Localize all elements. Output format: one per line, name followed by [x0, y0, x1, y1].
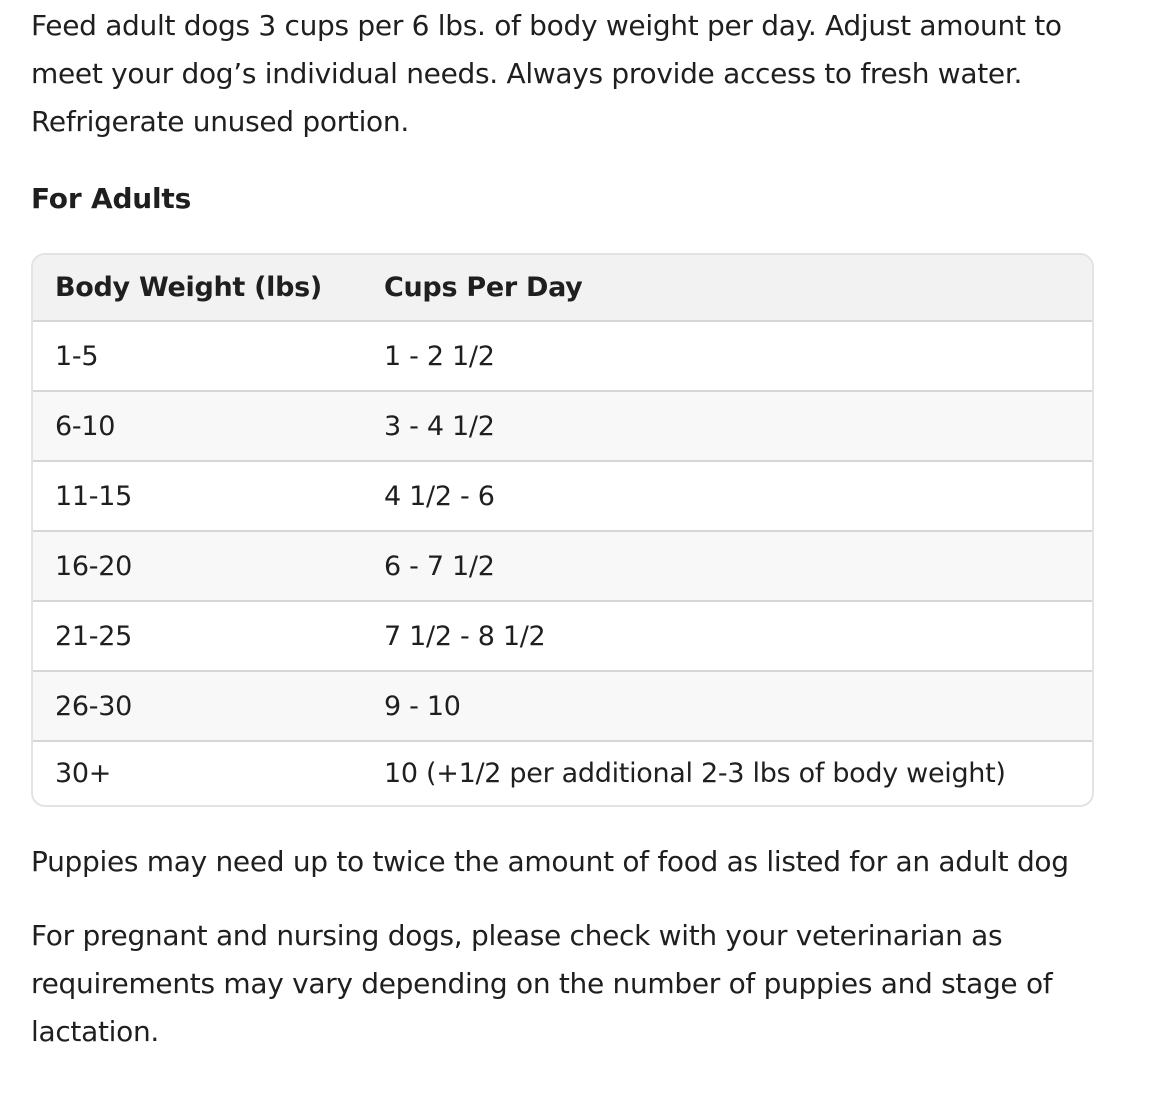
intro-paragraph: Feed adult dogs 3 cups per 6 lbs. of body weight per day. Adjust amount to meet your dog’s individual needs. Always provide access to fresh water. Refrigerate unused portion. [31, 9, 1062, 138]
cell-cups-per-day: 6 - 7 1/2 [362, 531, 1092, 601]
cell-body-weight: 1-5 [33, 321, 362, 391]
table-row [33, 531, 1092, 601]
cell-cups-per-day: 1 - 2 1/2 [362, 321, 1092, 391]
table-row [33, 461, 1092, 531]
cell-body-weight: 26-30 [33, 671, 362, 741]
cell-body-weight: 30+ [55, 758, 112, 789]
table-row [33, 671, 1092, 741]
cell-cups-per-day: 9 - 10 [362, 671, 1092, 741]
cell-cups-per-day: 10 (+1/2 per additional 2-3 lbs of body weight) [384, 758, 1006, 789]
table-row [33, 601, 1092, 671]
table-row [33, 321, 1092, 391]
cell-cups-per-day: 7 1/2 - 8 1/2 [362, 601, 1092, 671]
cell-body-weight: 11-15 [33, 461, 362, 531]
section-heading: For Adults [31, 182, 192, 215]
cell-cups-per-day: 3 - 4 1/2 [362, 391, 1092, 461]
feeding-guide [31, 0, 1094, 1056]
cell-body-weight: 6-10 [33, 391, 362, 461]
cell-cups-per-day: 4 1/2 - 6 [362, 461, 1092, 531]
table-body [33, 321, 1092, 805]
feeding-table [33, 255, 1092, 805]
table-row [33, 391, 1092, 461]
puppies-note: Puppies may need up to twice the amount of food as listed for an adult dog [31, 845, 1069, 878]
cell-body-weight: 21-25 [33, 601, 362, 671]
table-row [33, 741, 1092, 805]
table-header [33, 255, 1092, 321]
feeding-table-container [31, 253, 1094, 807]
pregnant-nursing-note: For pregnant and nursing dogs, please check with your veterinarian as requirements may vary depending on the number of puppies and stage of lactation. [31, 919, 1053, 1048]
table-header-row [33, 255, 1092, 321]
column-header-body-weight: Body Weight (lbs) [33, 255, 362, 321]
cell-body-weight: 16-20 [33, 531, 362, 601]
column-header-cups-per-day: Cups Per Day [362, 255, 1092, 321]
